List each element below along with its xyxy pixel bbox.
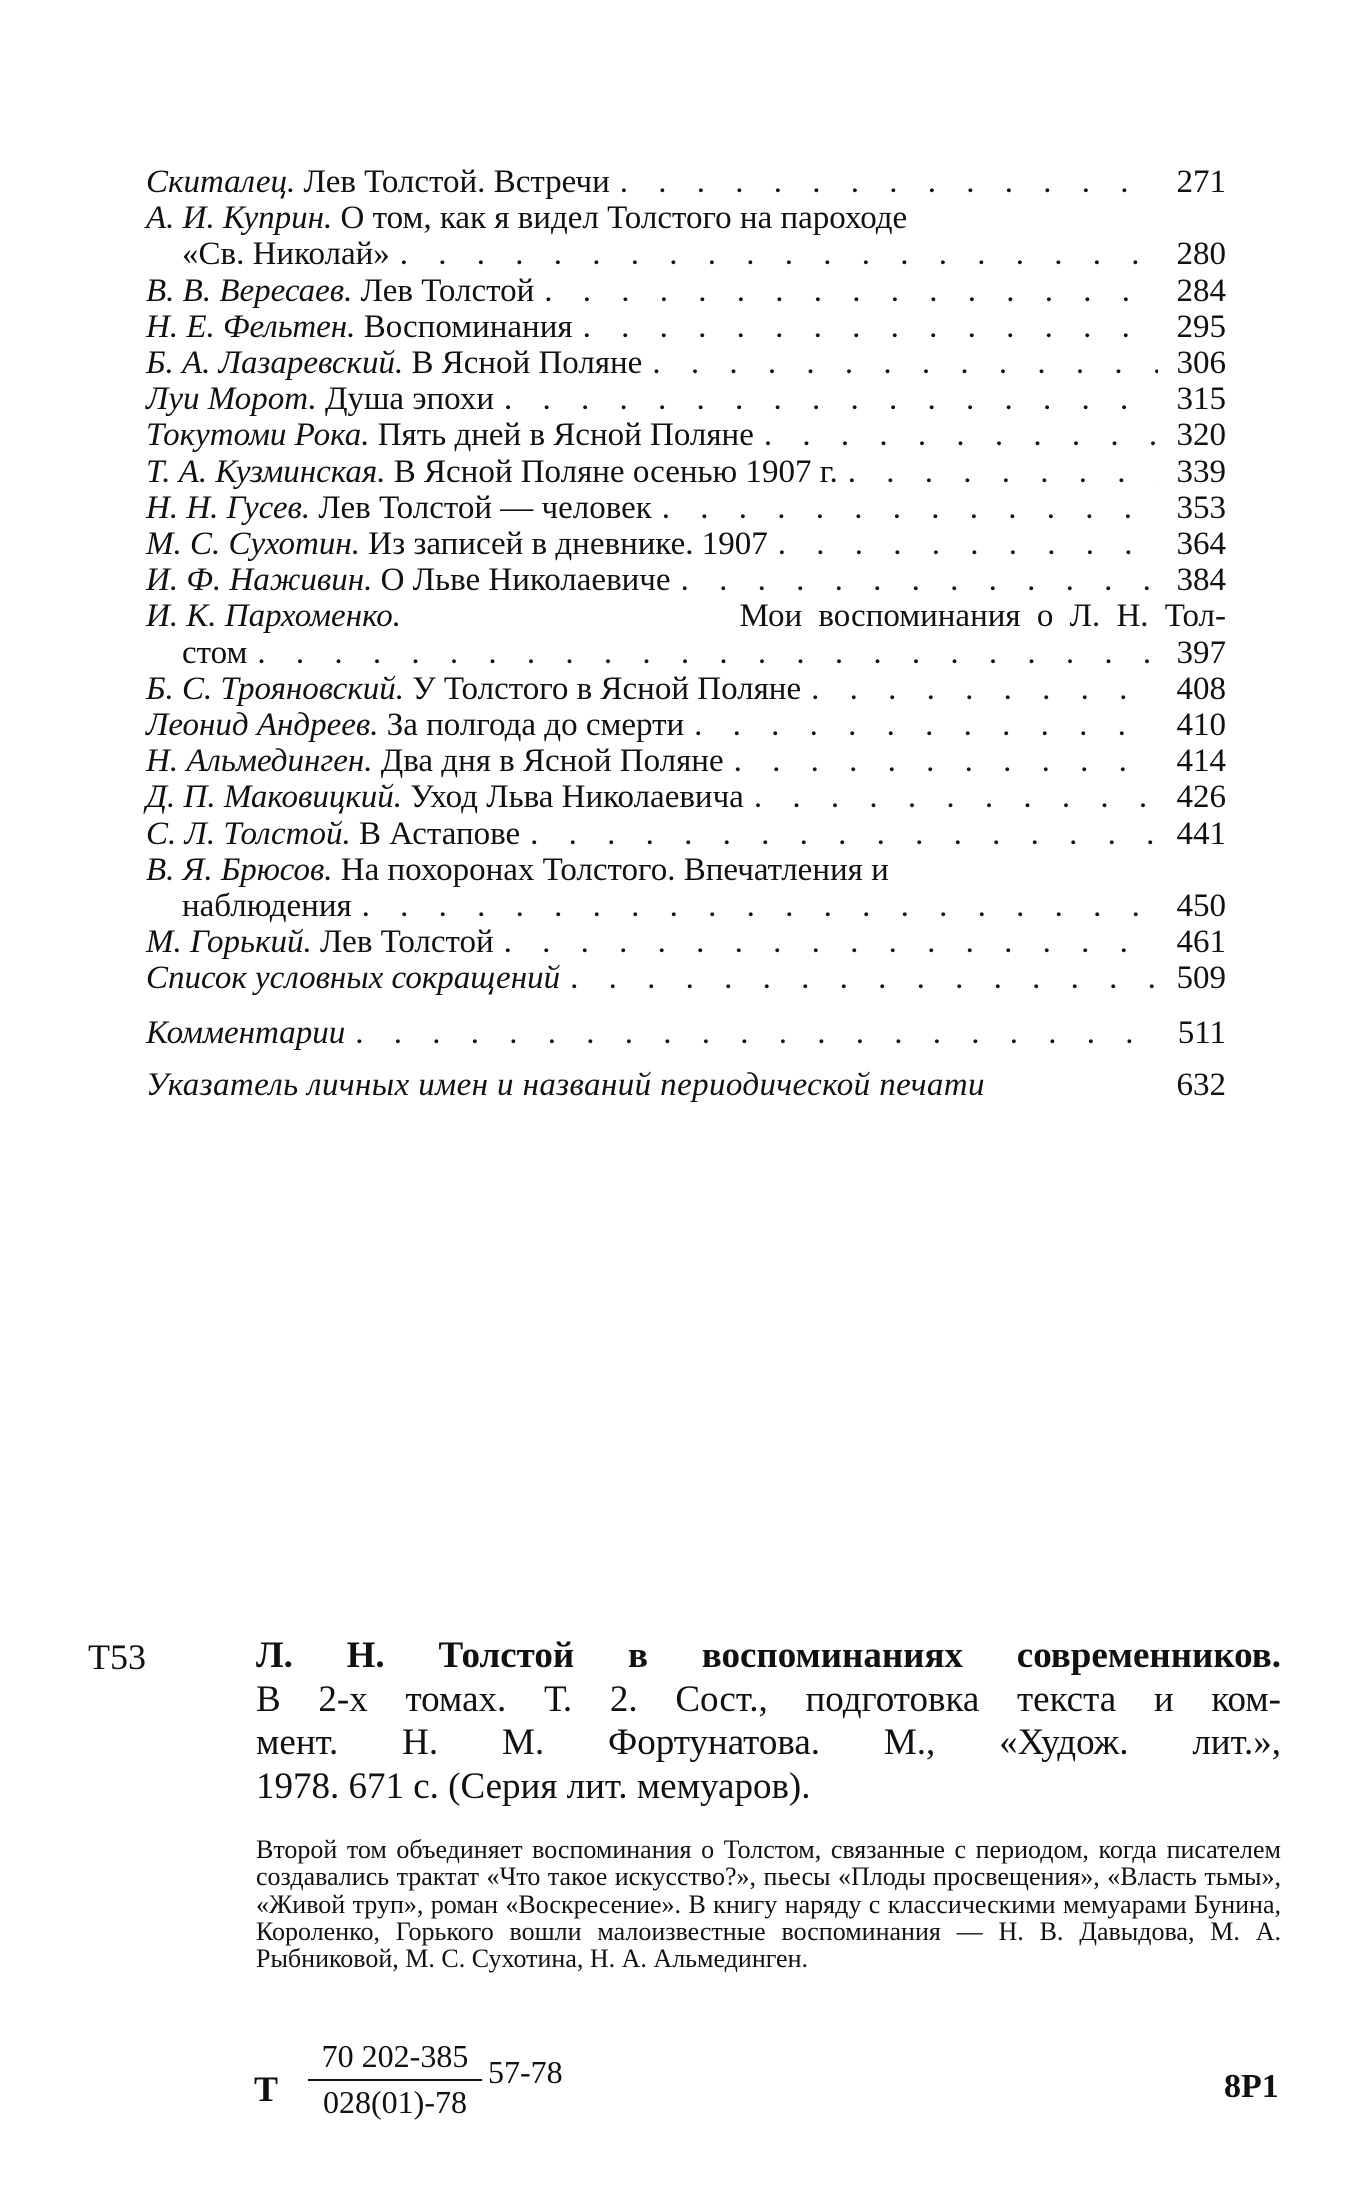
dot-leader (734, 743, 1158, 779)
toc-entry (146, 779, 1226, 815)
toc-page-number: 353 (1176, 489, 1226, 526)
toc-title: Список условных сокращений (146, 960, 561, 997)
dot-leader (764, 417, 1158, 453)
dot-leader (652, 345, 1158, 381)
toc-page-number: 271 (1176, 164, 1226, 200)
toc-entry (146, 707, 1226, 743)
toc-entry-text (146, 526, 768, 562)
toc-page-number: 441 (1176, 815, 1226, 852)
toc-entry-text (146, 381, 494, 417)
toc-entry (146, 743, 1226, 779)
index-fraction (308, 2037, 482, 2121)
toc-entry-text (146, 598, 1226, 634)
toc-author: С. Л. Толстой. (146, 815, 351, 852)
toc-entry-continuation (146, 635, 1226, 671)
toc-entry (146, 960, 1226, 996)
toc-entry-text (146, 345, 642, 381)
dot-leader (681, 562, 1158, 598)
dot-leader (620, 164, 1158, 200)
bib-line (256, 1634, 1281, 1678)
toc-page-number: 408 (1176, 670, 1226, 707)
dot-leader (583, 309, 1158, 345)
toc-page-number: 320 (1176, 417, 1226, 454)
toc-entry (146, 345, 1226, 381)
index-numerator: 70 202-385 (308, 2037, 482, 2081)
bib-line: 1978. 671 с. (Серия лит. мемуаров). (256, 1765, 811, 1807)
toc-entry-text (146, 164, 610, 200)
toc-entry (146, 924, 1226, 960)
toc-title: У Толстого в Ясной Поляне (412, 670, 802, 707)
toc-page-number: 461 (1176, 924, 1226, 961)
toc-page-number: 426 (1176, 779, 1226, 816)
toc-title: наблюдения (182, 888, 352, 925)
toc-title: Два дня в Ясной Поляне (380, 743, 724, 780)
toc-author: М. Горький. (146, 924, 312, 961)
toc-entry-continuation (146, 888, 1226, 924)
dot-leader (848, 454, 1158, 490)
toc-entry-text (146, 417, 754, 453)
index-denominator: 028(01)-78 (323, 2084, 467, 2120)
toc-entry (146, 381, 1226, 417)
bib-line: мент. Н. М. Фортунатова. М., «Худож. лит.», (256, 1722, 1281, 1763)
toc-title: В Ясной Поляне (411, 345, 643, 382)
toc-entry-text (146, 490, 652, 526)
index-suffix: 57-78 (488, 2054, 563, 2090)
toc-title: Лев Толстой (360, 272, 535, 309)
toc-page-number: 410 (1176, 707, 1226, 744)
toc-entry (146, 526, 1226, 562)
toc-title: Лев Толстой (320, 924, 494, 961)
index-letter: Т (254, 2069, 279, 2109)
toc-title: На похоронах Толстого. Впечатления и (340, 851, 889, 888)
dot-leader (530, 816, 1158, 852)
toc-title: Воспоминания (363, 308, 573, 345)
toc-entry-text (146, 743, 724, 779)
toc-entry (146, 454, 1226, 490)
toc-author: М. С. Сухотин. (146, 526, 361, 563)
toc-entry-text (146, 707, 684, 743)
toc-title: стом (182, 634, 248, 671)
toc-author: А. И. Куприн. (146, 200, 333, 237)
annotation: Второй том объединяет воспоминания о Толстом, связанные с периодом, когда писателем создавались трактат «Что такое искусство?», пьесы «Плоды просвещения», «Власть тьмы», «Живой труп», роман «Воскресение». В книгу наряду с классическими мемуарами Бунина, Короленко, Горького вошли малоизвестные воспоминания — Н. В. Давыдова, М. А. Рыбниковой, М. С. Сухотина, Н. А. Альмединген. (256, 1835, 1281, 1974)
toc-title: О том, как я видел Толстого на пароходе (340, 200, 908, 237)
dot-leader (662, 490, 1158, 526)
toc-author: Токутоми Рока. (146, 417, 370, 454)
dot-leader (694, 707, 1158, 743)
toc-entry-text (146, 273, 534, 309)
bbk-code: 8Р1 (1224, 2068, 1279, 2105)
dot-leader (400, 236, 1158, 272)
toc-entry-text (146, 200, 907, 236)
dot-leader (362, 888, 1158, 924)
toc-title: В Астапове (358, 815, 521, 852)
bibliographic-record (256, 1634, 1281, 1808)
dot-leader (355, 1015, 1158, 1051)
toc-entry-text (146, 309, 573, 345)
toc-author: Н. Н. Гусев. (146, 489, 311, 526)
toc-title: За полгода до смерти (386, 707, 685, 744)
classification-code: Т53 (88, 1637, 146, 1677)
toc-entry-text (146, 671, 801, 707)
toc-author: Б. С. Трояновский. (146, 670, 405, 707)
toc-title: Указатель личных имен и названий периодической печати (146, 1066, 985, 1103)
toc-author: Н. Е. Фельтен. (146, 308, 356, 345)
toc-author: Леонид Андреев. (146, 707, 379, 744)
book-title: Л. Н. Толстой в воспоминаниях современников. (256, 1635, 1281, 1676)
toc-page-number: 632 (1176, 1066, 1226, 1103)
toc-page-number: 339 (1176, 453, 1226, 490)
toc-page-number: 397 (1176, 634, 1226, 671)
toc-author: Б. А. Лазаревский. (146, 345, 404, 382)
toc-entry-text (146, 816, 520, 852)
toc-entry (146, 816, 1226, 852)
toc-author: И. Ф. Наживин. (146, 562, 373, 599)
toc-entry (146, 309, 1226, 345)
toc-author: Скиталец. (146, 164, 296, 200)
toc-author: Д. П. Маковицкий. (146, 779, 403, 816)
dot-leader (811, 671, 1158, 707)
toc-author: В. В. Вересаев. (146, 272, 353, 309)
toc-page-number: 284 (1176, 272, 1226, 309)
toc-entry (146, 1067, 1226, 1103)
toc-title: Душа эпохи (325, 381, 494, 418)
toc-entry (146, 852, 1226, 888)
dot-leader (778, 526, 1158, 562)
toc-page-number: 315 (1176, 381, 1226, 418)
toc-title: В Ясной Поляне осенью 1907 г. (393, 453, 838, 490)
toc-entry (146, 671, 1226, 707)
dot-leader (570, 960, 1158, 996)
dot-leader (754, 779, 1158, 815)
toc-entry (146, 562, 1226, 598)
toc-entry (146, 490, 1226, 526)
dot-leader (257, 635, 1158, 671)
toc-page-number: 414 (1176, 743, 1226, 780)
toc-author: В. Я. Брюсов. (146, 851, 333, 888)
toc-title: Из записей в дневнике. 1907 (368, 526, 768, 563)
toc-entry-text (146, 454, 838, 490)
toc-title: О Льве Николаевиче (380, 562, 671, 599)
toc-entry-text (146, 562, 671, 598)
toc-page-number: 280 (1176, 236, 1226, 273)
toc-page-number: 509 (1176, 960, 1226, 997)
toc-page-number: 511 (1177, 1014, 1226, 1051)
toc-entry-continuation (146, 236, 1226, 272)
toc-title: Комментарии (146, 1014, 346, 1051)
toc-page-number: 450 (1176, 888, 1226, 925)
toc-page-number: 295 (1176, 308, 1226, 345)
toc-author: Луи Морот. (146, 381, 317, 418)
dot-leader (544, 273, 1158, 309)
toc-title: Уход Льва Николаевича (410, 779, 744, 816)
dot-leader (504, 381, 1158, 417)
toc-title: Мои воспоминания о Л. Н. Тол- (739, 598, 1226, 635)
toc-page-number: 384 (1176, 562, 1226, 599)
toc-page-number: 364 (1176, 526, 1226, 563)
dot-leader (504, 924, 1158, 960)
toc-title: Лев Толстой — человек (318, 489, 652, 526)
toc-page-number: 306 (1176, 345, 1226, 382)
toc-title: Пять дней в Ясной Поляне (377, 417, 754, 454)
toc-entry (146, 417, 1226, 453)
toc-entry-text (146, 779, 744, 815)
toc-title: «Св. Николай» (182, 236, 390, 273)
toc-entry (146, 164, 1226, 200)
toc-entry-text (146, 852, 889, 888)
toc-entry (146, 1015, 1226, 1051)
toc-author: Т. А. Кузминская. (146, 453, 386, 490)
toc-entry (146, 200, 1226, 236)
table-of-contents (146, 164, 1226, 1103)
toc-entry-text (146, 924, 494, 960)
toc-author: И. К. Пархоменко. (146, 598, 401, 635)
toc-author: Н. Альмединген. (146, 743, 373, 780)
toc-title: Лев Толстой. Встречи (303, 164, 610, 200)
bib-line: В 2-х томах. Т. 2. Сост., подготовка текста и ком- (256, 1678, 1281, 1720)
toc-entry (146, 598, 1226, 634)
toc-entry (146, 273, 1226, 309)
